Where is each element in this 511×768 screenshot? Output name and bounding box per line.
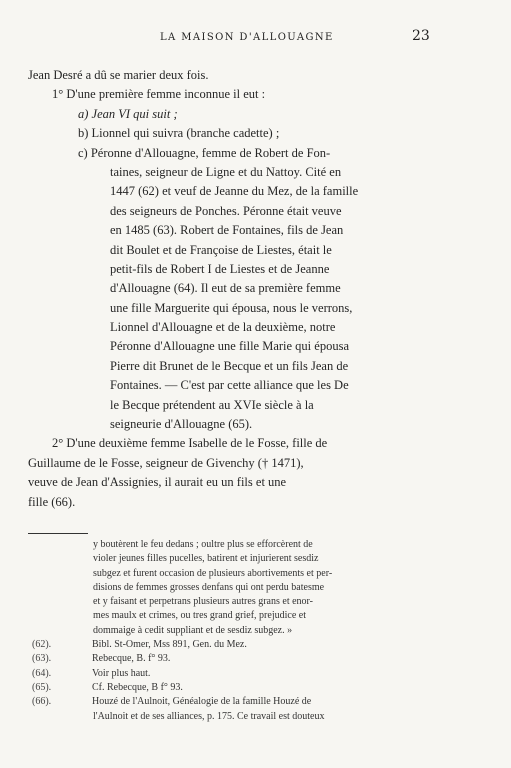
body-line: seigneurie d'Allouagne (65). (110, 417, 253, 432)
footnote-63 (28, 652, 488, 666)
body-line: fille (66). (28, 494, 76, 509)
footnote-65 (28, 681, 488, 695)
body-line: Lionnel d'Allouagne et de la deuxième, notre (110, 320, 336, 335)
footnote-text: Voir plus haut. (92, 667, 151, 679)
page-number: 23 (412, 28, 430, 44)
footnote-continuation-line: subgez et furent occasion de plusieurs abortivements et per- (93, 567, 333, 579)
body-line: taines, seigneur de Ligne et du Nattoy. Cité en (110, 164, 342, 179)
body-line: Pierre dit Brunet de le Becque et un fils Jean de (110, 358, 349, 373)
body-line: 1447 (62) et veuf de Jeanne du Mez, de la famille (110, 184, 359, 199)
footnote-separator (28, 533, 88, 534)
list-item-a: a) Jean VI qui suit ; (78, 106, 178, 121)
footnote-number: (64). (32, 667, 52, 679)
body-line: 1° D'une première femme inconnue il eut : (52, 87, 266, 102)
body-line: veuve de Jean d'Assignies, il aurait eu un fils et une (28, 475, 287, 490)
footnotes (28, 538, 488, 724)
body-line: Péronne d'Allouagne une fille Marie qui épousa (110, 339, 349, 354)
body-line: en 1485 (63). Robert de Fontaines, fils de Jean (110, 223, 344, 238)
body-line: Guillaume de le Fosse, seigneur de Givenchy († 1471), (28, 455, 304, 470)
footnote-number: (66). (32, 696, 52, 708)
body-line: Jean Desré a dû se marier deux fois. (28, 68, 209, 82)
body-line: le Becque prétendent au XVIe siècle à la (110, 397, 314, 412)
body-line: des seigneurs de Ponches. Péronne était veuve (110, 203, 342, 218)
footnote-continuation-line: violer jeunes filles pucelles, batirent et injurierent sesdiz (93, 553, 319, 565)
footnote-number: (63). (32, 653, 52, 665)
footnote-continuation-line: et y faisant et perpetrans plusieurs autres grans et enor- (93, 596, 313, 608)
footnote-66 (28, 695, 488, 709)
body-line (28, 105, 488, 124)
body-line: 2° D'une deuxième femme Isabelle de le Fosse, fille de (52, 436, 328, 451)
body-line: b) Lionnel qui suivra (branche cadette) ; (78, 126, 280, 141)
footnote-continuation-line: y boutèrent le feu dedans ; oultre plus se efforcèrent de (93, 539, 313, 550)
footnote-62 (28, 638, 488, 652)
footnote-continuation-line: disions de femmes grosses denfans qui ont perdu batesme (93, 581, 325, 593)
body-line: petit-fils de Robert I de Liestes et de Jeanne (110, 261, 330, 276)
page-header (0, 28, 511, 48)
body-text (28, 66, 488, 512)
footnote-number: (62). (32, 639, 52, 651)
footnote-64 (28, 667, 488, 681)
body-line: une fille Marguerite qui épousa, nous le verrons, (110, 300, 353, 315)
footnote-text: Houzé de l'Aulnoit, Généalogie de la famille Houzé de (92, 696, 312, 708)
footnote-continuation-line: l'Aulnoit et de ses alliances, p. 175. Ce travail est douteux (93, 710, 325, 722)
body-line: Fontaines. — C'est par cette alliance que les De (110, 378, 349, 393)
footnote-continuation-line: mes maulx et crimes, ou tres grand grief, prejudice et (93, 610, 306, 622)
footnote-text: Bibl. St-Omer, Mss 891, Gen. du Mez. (92, 639, 247, 651)
footnote-number: (65). (32, 681, 52, 693)
footnote-text: Cf. Rebecque, B f° 93. (92, 681, 183, 693)
body-line: dit Boulet et de Françoise de Liestes, était le (110, 242, 332, 257)
body-line: d'Allouagne (64). Il eut de sa première femme (110, 281, 341, 296)
footnote-continuation-line: dommaige à cedit suppliant et de sesdiz subgez. » (93, 624, 293, 636)
body-line: c) Péronne d'Allouagne, femme de Robert de Fon- (78, 145, 331, 160)
running-title: LA MAISON D'ALLOUAGNE (160, 32, 334, 43)
footnote-text: Rebecque, B. f° 93. (92, 653, 171, 665)
